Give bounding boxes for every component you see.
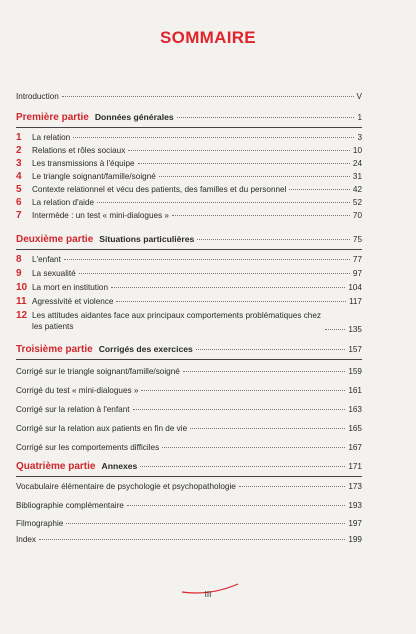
dot-leader <box>79 273 350 274</box>
part-rule <box>16 249 362 250</box>
toc-page: V <box>356 92 362 101</box>
part-heading-2 <box>16 234 362 248</box>
toc-label: Introduction <box>16 92 59 101</box>
toc-item-row <box>16 405 362 416</box>
toc-page: 157 <box>348 345 362 354</box>
dot-leader <box>138 163 350 164</box>
toc-item-row <box>16 386 362 397</box>
chapter-number: 2 <box>16 145 22 156</box>
toc-item-row <box>16 482 362 493</box>
toc-chapter-row <box>16 145 362 156</box>
toc-item-row <box>16 443 362 454</box>
toc-chapter-row <box>16 210 362 221</box>
toc-label: Index <box>16 535 37 544</box>
part-name: Deuxième partie <box>16 234 94 245</box>
toc-label: La sexualité <box>32 269 76 278</box>
toc-page: 1 <box>357 113 362 122</box>
part-name: Troisième partie <box>16 344 93 355</box>
toc-page: 167 <box>348 443 362 452</box>
toc-chapter-row <box>16 254 362 265</box>
chapter-number: 5 <box>16 184 22 195</box>
toc-row-introduction <box>16 92 362 103</box>
dot-leader <box>177 117 355 118</box>
toc-item-row <box>16 519 362 530</box>
toc-page: 42 <box>352 185 362 194</box>
dot-leader <box>141 390 345 391</box>
dot-leader <box>159 176 350 177</box>
chapter-number: 6 <box>16 197 22 208</box>
toc-label: La relation <box>32 133 71 142</box>
toc-label: Corrigé sur la relation à l'enfant <box>16 405 130 414</box>
toc-label: Intermède : un test « mini-dialogues » <box>32 211 169 220</box>
toc-page: 31 <box>352 172 362 181</box>
toc-page: 199 <box>348 535 362 544</box>
toc-label: Agressivité et violence <box>32 297 114 306</box>
toc-label: La relation d'aide <box>32 198 95 207</box>
dot-leader <box>116 301 345 302</box>
chapter-number: 10 <box>16 282 28 293</box>
dot-leader <box>183 371 345 372</box>
toc-page: 10 <box>352 146 362 155</box>
toc-page: 161 <box>348 386 362 395</box>
toc-page: 163 <box>348 405 362 414</box>
toc-label: Les transmissions à l'équipe <box>32 159 135 168</box>
part-rule <box>16 476 362 477</box>
chapter-number: 8 <box>16 254 22 265</box>
dot-leader <box>128 150 350 151</box>
part-title: Corrigés des exercices <box>98 344 193 354</box>
toc-chapter-row <box>16 184 362 195</box>
toc-chapter-row <box>16 197 362 208</box>
dot-leader <box>133 409 346 410</box>
toc-label: Corrigé sur le triangle soignant/famille/soigné <box>16 367 180 376</box>
dot-leader <box>190 428 345 429</box>
dot-leader <box>73 137 354 138</box>
part-heading-4 <box>16 461 362 475</box>
toc-item-row <box>16 367 362 378</box>
toc-item-row <box>16 535 362 546</box>
dot-leader <box>140 466 345 467</box>
chapter-number: 4 <box>16 171 22 182</box>
part-rule <box>16 127 362 128</box>
toc-page: 52 <box>352 198 362 207</box>
toc-label: Corrigé sur la relation aux patients en fin de vie <box>16 424 188 433</box>
dot-leader <box>239 486 345 487</box>
toc-page: 3 <box>357 133 362 142</box>
dot-leader <box>127 505 345 506</box>
dot-leader <box>172 215 350 216</box>
part-heading-1 <box>16 112 362 126</box>
toc-page: 135 <box>348 325 362 334</box>
toc-item-row <box>16 501 362 512</box>
chapter-number: 7 <box>16 210 22 221</box>
toc-label: Vocabulaire élémentaire de psychologie et psychopathologie <box>16 482 236 491</box>
toc-page: 171 <box>348 462 362 471</box>
dot-leader <box>196 349 346 350</box>
toc-chapter-row <box>16 296 362 307</box>
toc-label: La mort en institution <box>32 283 109 292</box>
toc-label: Corrigé du test « mini-dialogues » <box>16 386 139 395</box>
part-title: Situations particulières <box>99 234 195 244</box>
toc-chapter-row <box>16 282 362 293</box>
toc-page: 193 <box>348 501 362 510</box>
part-name: Première partie <box>16 112 89 123</box>
dot-leader <box>325 329 345 330</box>
part-rule <box>16 359 362 360</box>
toc-label: Corrigé sur les comportements difficiles <box>16 443 160 452</box>
toc-page: 197 <box>348 519 362 528</box>
toc-label: L'enfant <box>32 255 61 264</box>
dot-leader <box>162 447 345 448</box>
page-number: III <box>204 590 212 599</box>
toc-page: 75 <box>352 235 362 244</box>
toc-label: Filmographie <box>16 519 64 528</box>
toc-page: 165 <box>348 424 362 433</box>
toc-chapter-row <box>16 158 362 169</box>
toc-chapter-row <box>16 171 362 182</box>
chapter-number: 11 <box>16 296 27 307</box>
toc-page: 77 <box>352 255 362 264</box>
toc-label: Le triangle soignant/famille/soigné <box>32 172 156 181</box>
part-heading-3 <box>16 344 362 358</box>
toc-chapter-row <box>16 310 362 334</box>
dot-leader <box>97 202 350 203</box>
part-title: Annexes <box>101 461 138 471</box>
toc-label: Contexte relationnel et vécu des patients, des familles et du personnel <box>32 185 287 194</box>
dot-leader <box>39 539 345 540</box>
part-title: Données générales <box>94 112 174 122</box>
dot-leader <box>289 189 349 190</box>
toc-label: Relations et rôles sociaux <box>32 146 126 155</box>
chapter-number: 1 <box>16 132 22 143</box>
dot-leader <box>111 287 345 288</box>
toc-page: 104 <box>348 283 362 292</box>
toc-page: 117 <box>348 297 362 306</box>
part-name: Quatrième partie <box>16 461 96 472</box>
chapter-number: 3 <box>16 158 22 169</box>
toc-chapter-row <box>16 132 362 143</box>
toc-page: 173 <box>348 482 362 491</box>
chapter-number: 12 <box>16 310 28 321</box>
toc-page: 159 <box>348 367 362 376</box>
toc-page: 24 <box>352 159 362 168</box>
toc-item-row <box>16 424 362 435</box>
page-title: SOMMAIRE <box>160 28 256 47</box>
toc-label: Bibliographie complémentaire <box>16 501 124 510</box>
toc-label: Les attitudes aidantes face aux principaux comportements problématiques chez les patients <box>32 311 322 331</box>
dot-leader <box>66 523 345 524</box>
toc-page: 97 <box>352 269 362 278</box>
toc-chapter-row <box>16 268 362 279</box>
dot-leader <box>64 259 350 260</box>
dot-leader <box>197 239 350 240</box>
chapter-number: 9 <box>16 268 22 279</box>
dot-leader <box>62 96 354 97</box>
toc-page: 70 <box>352 211 362 220</box>
